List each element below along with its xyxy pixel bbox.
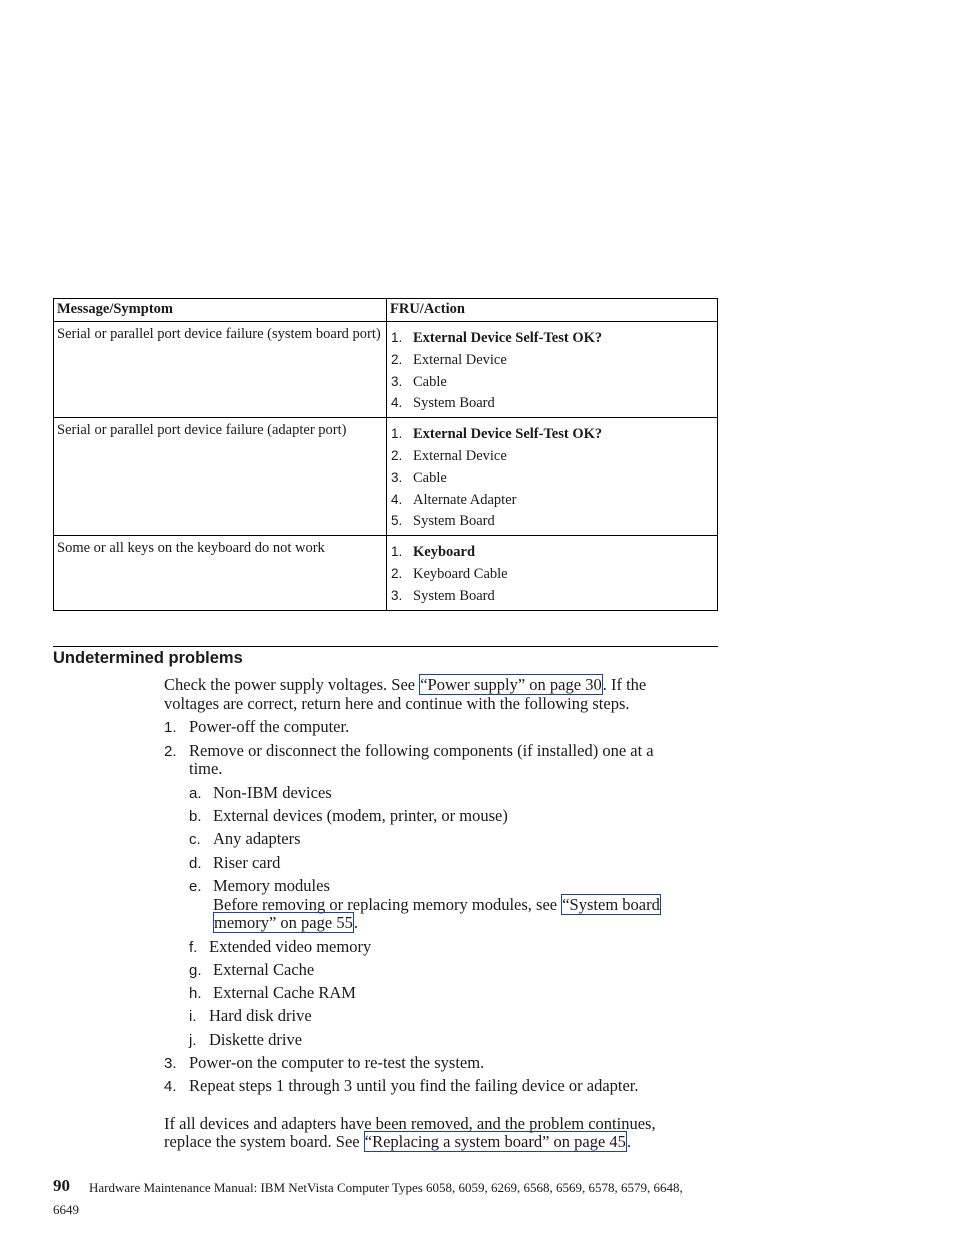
action-item: 1. External Device Self-Test OK? (391, 426, 603, 443)
action-item: 3. Cable (391, 469, 447, 486)
system-board-memory-link[interactable]: “System board (562, 895, 660, 914)
action-list (391, 328, 714, 415)
page-number: 90 (53, 1176, 70, 1195)
substep-mark: c. (189, 831, 201, 848)
action-cell (387, 536, 718, 610)
symptom-cell: Serial or parallel port device failure (system board port) (54, 322, 387, 418)
power-supply-link[interactable]: “Power supply” on page 30 (420, 675, 602, 694)
footer-title: Hardware Maintenance Manual: IBM NetVista Computer Types 6058, 6059, 6269, 6568, 6569, 6578, 6579, 6648, (89, 1180, 683, 1195)
action-list (391, 424, 714, 533)
memory-note: Before removing or replacing memory modules, see “System board (213, 895, 660, 914)
closing-paragraph: If all devices and adapters have been removed, and the problem continues, (164, 1114, 656, 1133)
substep-mark: g. (189, 962, 202, 979)
action-item: 4. System Board (391, 395, 495, 412)
substep-mark: f. (189, 939, 198, 956)
step-number: 1. (164, 719, 177, 736)
memory-note-line2: memory” on page 55. (214, 913, 358, 932)
system-board-memory-link-cont[interactable]: memory” on page 55 (214, 913, 353, 932)
fru-table (53, 298, 718, 611)
action-item: 1. External Device Self-Test OK? (391, 330, 603, 346)
action-item: 2. External Device (391, 351, 507, 368)
header-fru-action: FRU/Action (387, 299, 718, 322)
action-item: 5. System Board (391, 513, 495, 530)
substep-text: External Cache RAM (213, 983, 356, 1002)
action-list (391, 542, 714, 607)
substep-text: External Cache (213, 960, 315, 979)
action-item: 2. Keyboard Cable (391, 565, 508, 582)
substep-text: Extended video memory (209, 937, 372, 956)
step-text: Power-off the computer. (189, 717, 350, 736)
substep-text: Hard disk drive (209, 1006, 312, 1025)
table-row (54, 418, 718, 536)
action-item: 2. External Device (391, 447, 507, 464)
substep-mark: d. (189, 855, 202, 872)
table-row (54, 322, 718, 418)
action-item: 3. Cable (391, 373, 447, 390)
intro-paragraph-line2: voltages are correct, return here and continue with the following steps. (164, 694, 630, 713)
step-text-continued: time. (189, 759, 223, 778)
step-text: Remove or disconnect the following components (if installed) one at a (189, 741, 654, 760)
substep-text: Memory modules (213, 876, 330, 895)
step-text: Repeat steps 1 through 3 until you find the failing device or adapter. (189, 1076, 639, 1095)
substep-text: External devices (modem, printer, or mouse) (213, 806, 508, 825)
substep-mark: b. (189, 808, 202, 825)
step-number: 2. (164, 743, 177, 760)
substep-mark: a. (189, 785, 202, 802)
substep-mark: i. (189, 1008, 197, 1025)
footer-title-continued: 6649 (53, 1202, 79, 1217)
symptom-cell: Some or all keys on the keyboard do not work (54, 536, 387, 610)
step-number: 4. (164, 1078, 177, 1095)
intro-paragraph: Check the power supply voltages. See “Power supply” on page 30. If the (164, 675, 647, 694)
action-item: 4. Alternate Adapter (391, 491, 517, 508)
symptom-cell: Serial or parallel port device failure (adapter port) (54, 418, 387, 536)
substep-text: Non-IBM devices (213, 783, 332, 802)
substep-mark: j. (189, 1032, 197, 1049)
header-message-symptom: Message/Symptom (54, 299, 387, 322)
action-item: 3. System Board (391, 587, 495, 604)
substep-text: Any adapters (213, 829, 301, 848)
action-cell (387, 418, 718, 536)
section-divider (53, 646, 718, 647)
action-cell (387, 322, 718, 418)
substep-mark: h. (189, 985, 202, 1002)
step-number: 3. (164, 1055, 177, 1072)
replacing-system-board-link[interactable]: “Replacing a system board” on page 45 (364, 1132, 626, 1151)
section-heading: Undetermined problems (53, 649, 243, 667)
table-row (54, 536, 718, 610)
closing-paragraph-line2: replace the system board. See “Replacing a system board” on page 45. (164, 1132, 632, 1151)
substep-mark: e. (189, 878, 202, 895)
table-header-row (54, 299, 718, 322)
substep-text: Riser card (213, 853, 281, 872)
step-text: Power-on the computer to re-test the system. (189, 1053, 485, 1072)
action-item: 1. Keyboard (391, 544, 476, 561)
substep-text: Diskette drive (209, 1030, 303, 1049)
